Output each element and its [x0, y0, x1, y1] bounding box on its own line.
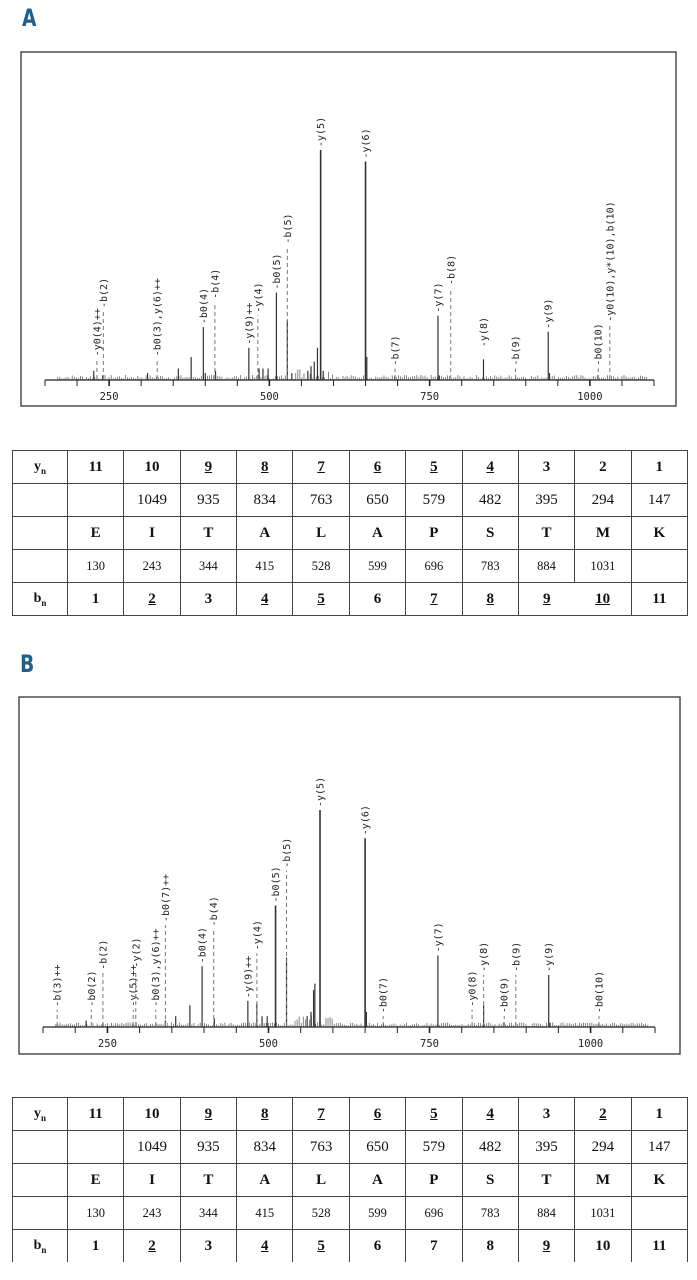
peak-annotation: -b(2) — [98, 277, 110, 308]
peak-annotation: -y0(4)++ — [92, 308, 104, 357]
y-ion-number: 5 — [406, 451, 462, 484]
y-ion-mass: 935 — [180, 484, 236, 517]
peak-annotation: -b0(9) — [499, 977, 511, 1014]
y-ion-number: 1 — [631, 451, 687, 484]
amino-acid: T — [180, 1164, 236, 1197]
b-ion-mass: 130 — [68, 1197, 124, 1230]
peak-annotation: -b(4) — [210, 268, 222, 299]
noise-peaks — [56, 1016, 648, 1027]
y-ion-mass: 579 — [406, 484, 462, 517]
y-ion-number: 6 — [349, 451, 405, 484]
peak-annotation: -y(7) — [433, 922, 445, 953]
y-ion-mass: 834 — [237, 1131, 293, 1164]
peak-annotation: -y(4) — [253, 282, 265, 313]
b-ion-mass: 783 — [462, 1197, 518, 1230]
peak-annotation: -y(9) — [543, 298, 555, 329]
y-ion-mass: 1049 — [124, 1131, 180, 1164]
y-ion-mass: 935 — [180, 1131, 236, 1164]
b-ion-number: 10 — [575, 1230, 631, 1263]
b-ion-mass: 528 — [293, 1197, 349, 1230]
peak-annotation: -b(9) — [511, 941, 523, 972]
fragment-table-b — [12, 1097, 688, 1262]
peak-annotation: -b0(5) — [271, 866, 283, 903]
y-row-label: $y_n$ — [13, 451, 68, 484]
peak-annotation: -y(9)++ — [243, 955, 255, 998]
peak-annotation: -y(2) — [131, 937, 143, 968]
b-ion-mass: 1031 — [575, 1197, 631, 1230]
peak-annotation: -b(5) — [282, 837, 294, 868]
peak-annotation: -b(2) — [98, 939, 110, 970]
y-ion-number: 7 — [293, 451, 349, 484]
amino-acid: S — [462, 1164, 518, 1197]
x-tick-label: 500 — [259, 391, 279, 403]
y-ion-row — [13, 1098, 688, 1131]
amino-acid: T — [180, 517, 236, 550]
b-ion-number: 11 — [631, 1230, 687, 1263]
x-tick-label: 1000 — [577, 1038, 604, 1050]
b-ion-number: 10 — [575, 583, 631, 616]
b-ion-mass: 783 — [462, 550, 518, 583]
y-mass-row — [13, 1131, 688, 1164]
b-ion-mass: 243 — [124, 550, 180, 583]
peak-annotation: -y(7) — [433, 282, 445, 313]
b-mass-row — [13, 1197, 688, 1230]
b-mass-row — [13, 550, 688, 583]
peak-annotation: -b(8) — [446, 254, 458, 285]
peak-annotation: -b0(4) — [197, 927, 209, 964]
b-ion-mass: 243 — [124, 1197, 180, 1230]
peak-annotation: -b0(4) — [198, 287, 210, 325]
amino-acid: E — [68, 1164, 124, 1197]
b-ion-number: 6 — [349, 583, 405, 616]
b-ion-mass: 599 — [349, 550, 405, 583]
b-ion-number: 8 — [462, 1230, 518, 1263]
y-ion-number: 3 — [518, 1098, 574, 1131]
empty-cell — [13, 1164, 68, 1197]
b-ion-mass: 130 — [68, 550, 124, 583]
peak-annotation: -y(5) — [315, 776, 327, 807]
peak-annotation: -y(8) — [478, 316, 490, 348]
y-ion-number: 2 — [575, 451, 631, 484]
b-ion-number: 9 — [518, 583, 574, 616]
spectrum-chart-b — [0, 640, 697, 1060]
peak-annotation: -y(9) — [544, 941, 556, 972]
b-ion-number: 8 — [462, 583, 518, 616]
plot-frame — [21, 52, 676, 406]
y-ion-mass: 147 — [631, 484, 687, 517]
b-ion-number: 5 — [293, 1230, 349, 1263]
b-ion-row — [13, 1230, 688, 1263]
peak-annotation: -b(4) — [209, 896, 221, 927]
amino-acid: K — [631, 517, 687, 550]
y-ion-number: 7 — [293, 1098, 349, 1131]
x-tick-label: 1000 — [577, 391, 603, 403]
peak-annotation: -b0(3),y(6)++ — [152, 278, 164, 357]
sequence-row — [13, 1164, 688, 1197]
amino-acid: K — [631, 1164, 687, 1197]
peak-annotation: -b0(7)++ — [160, 873, 172, 923]
peak-annotation: -b0(7) — [378, 977, 390, 1014]
y-ion-number: 10 — [124, 1098, 180, 1131]
b-ion-number: 3 — [180, 583, 236, 616]
b-ion-number: 11 — [631, 583, 687, 616]
peak-annotation: -b0(5) — [271, 253, 283, 290]
y-ion-mass: 294 — [575, 1131, 631, 1164]
x-tick-label: 750 — [420, 391, 440, 403]
fragment-table-a — [12, 450, 688, 616]
b-ion-number: 3 — [180, 1230, 236, 1263]
empty-cell — [13, 484, 68, 517]
b-ion-number: 7 — [406, 583, 462, 616]
y-ion-number: 3 — [518, 451, 574, 484]
y-ion-number: 6 — [349, 1098, 405, 1131]
amino-acid: A — [349, 517, 405, 550]
empty-cell — [13, 517, 68, 550]
empty-cell — [13, 1197, 68, 1230]
b-ion-mass: 884 — [518, 1197, 574, 1230]
y-ion-number: 10 — [124, 451, 180, 484]
b-ion-number: 1 — [68, 583, 124, 616]
y-ion-number: 4 — [462, 451, 518, 484]
peak-annotation: -b(3)++ — [52, 964, 64, 1007]
b-ion-row — [13, 583, 688, 616]
amino-acid: T — [518, 517, 574, 550]
y-ion-number: 2 — [575, 1098, 631, 1131]
amino-acid: A — [237, 517, 293, 550]
plot-frame — [19, 697, 680, 1054]
b-ion-number: 7 — [406, 1230, 462, 1263]
peak-annotation: -b(5) — [282, 213, 294, 244]
sequence-row — [13, 517, 688, 550]
empty-cell — [13, 1131, 68, 1164]
peak-annotation: -b0(3),y(6)++ — [151, 928, 163, 1007]
b-ion-mass — [631, 1197, 687, 1230]
peak-annotation: -y(5) — [316, 116, 328, 147]
peak-annotation: -y0(10),y*(10),b(10) — [605, 201, 617, 322]
peak-annotation: -y(6) — [360, 805, 372, 836]
peak-annotation: -b(9) — [511, 335, 523, 366]
amino-acid: S — [462, 517, 518, 550]
y-ion-row — [13, 451, 688, 484]
peak-annotation: -y(8) — [479, 941, 491, 972]
b-ion-mass — [631, 550, 687, 583]
b-row-label: $b_n$ — [13, 1230, 68, 1263]
b-ion-mass: 884 — [518, 550, 574, 583]
y-ion-mass: 763 — [293, 1131, 349, 1164]
peak-annotation: -b0(10) — [593, 323, 605, 366]
y-ion-number: 9 — [180, 1098, 236, 1131]
y-ion-mass: 1049 — [124, 484, 180, 517]
peak-annotation: -b0(2) — [86, 970, 98, 1007]
b-ion-number: 6 — [349, 1230, 405, 1263]
peak-annotation: -b0(10) — [594, 970, 606, 1014]
x-tick-label: 500 — [258, 1038, 278, 1050]
y-ion-mass: 294 — [575, 484, 631, 517]
b-ion-mass: 344 — [180, 550, 236, 583]
y-ion-mass: 395 — [518, 1131, 574, 1164]
amino-acid: P — [406, 517, 462, 550]
b-ion-number: 5 — [293, 583, 349, 616]
amino-acid: L — [293, 1164, 349, 1197]
b-ion-number: 1 — [68, 1230, 124, 1263]
b-ion-mass: 599 — [349, 1197, 405, 1230]
b-ion-mass: 1031 — [575, 550, 631, 583]
panel-b-label: B — [20, 650, 35, 678]
amino-acid: I — [124, 517, 180, 550]
amino-acid: A — [349, 1164, 405, 1197]
amino-acid: I — [124, 1164, 180, 1197]
amino-acid: P — [406, 1164, 462, 1197]
peak-annotation: -y(4) — [252, 920, 264, 951]
y-ion-mass: 482 — [462, 484, 518, 517]
y-ion-mass: 650 — [349, 484, 405, 517]
amino-acid: A — [237, 1164, 293, 1197]
amino-acid: E — [68, 517, 124, 550]
y-ion-mass: 763 — [293, 484, 349, 517]
y-ion-mass: 650 — [349, 1131, 405, 1164]
y-ion-number: 11 — [68, 451, 124, 484]
b-row-label: $b_n$ — [13, 583, 68, 616]
y-ion-mass: 834 — [237, 484, 293, 517]
y-ion-mass: 579 — [406, 1131, 462, 1164]
amino-acid: L — [293, 517, 349, 550]
y-ion-number: 11 — [68, 1098, 124, 1131]
y-mass-row — [13, 484, 688, 517]
y-ion-number: 5 — [406, 1098, 462, 1131]
x-tick-label: 250 — [97, 1038, 117, 1050]
amino-acid: T — [518, 1164, 574, 1197]
b-ion-mass: 415 — [237, 1197, 293, 1230]
y-ion-number: 1 — [631, 1098, 687, 1131]
b-ion-mass: 528 — [293, 550, 349, 583]
y-ion-number: 8 — [237, 451, 293, 484]
peak-annotation: -y(5)++ — [128, 964, 140, 1007]
peak-annotation: -y(9)++ — [244, 302, 256, 345]
b-ion-mass: 696 — [406, 1197, 462, 1230]
b-ion-number: 4 — [237, 583, 293, 616]
spectrum-chart-a — [0, 0, 697, 420]
b-ion-number: 2 — [124, 583, 180, 616]
b-ion-mass: 415 — [237, 550, 293, 583]
y-ion-mass: 482 — [462, 1131, 518, 1164]
y-row-label: $y_n$ — [13, 1098, 68, 1131]
noise-peaks — [58, 369, 647, 380]
y-ion-mass — [68, 1131, 124, 1164]
peak-annotation: -y(6) — [361, 128, 373, 159]
y-ion-number: 8 — [237, 1098, 293, 1131]
empty-cell — [13, 550, 68, 583]
amino-acid: M — [575, 1164, 631, 1197]
y-ion-number: 4 — [462, 1098, 518, 1131]
y-ion-mass — [68, 484, 124, 517]
b-ion-number: 9 — [518, 1230, 574, 1263]
peak-annotation: -b(7) — [390, 335, 402, 366]
peak-annotation: -y0(8) — [467, 970, 479, 1007]
b-ion-number: 2 — [124, 1230, 180, 1263]
y-ion-number: 9 — [180, 451, 236, 484]
amino-acid: M — [575, 517, 631, 550]
b-ion-mass: 696 — [406, 550, 462, 583]
x-tick-label: 250 — [99, 391, 119, 403]
b-ion-number: 4 — [237, 1230, 293, 1263]
panel-a-label: A — [22, 4, 37, 32]
x-tick-label: 750 — [420, 1038, 440, 1050]
y-ion-mass: 147 — [631, 1131, 687, 1164]
b-ion-mass: 344 — [180, 1197, 236, 1230]
y-ion-mass: 395 — [518, 484, 574, 517]
